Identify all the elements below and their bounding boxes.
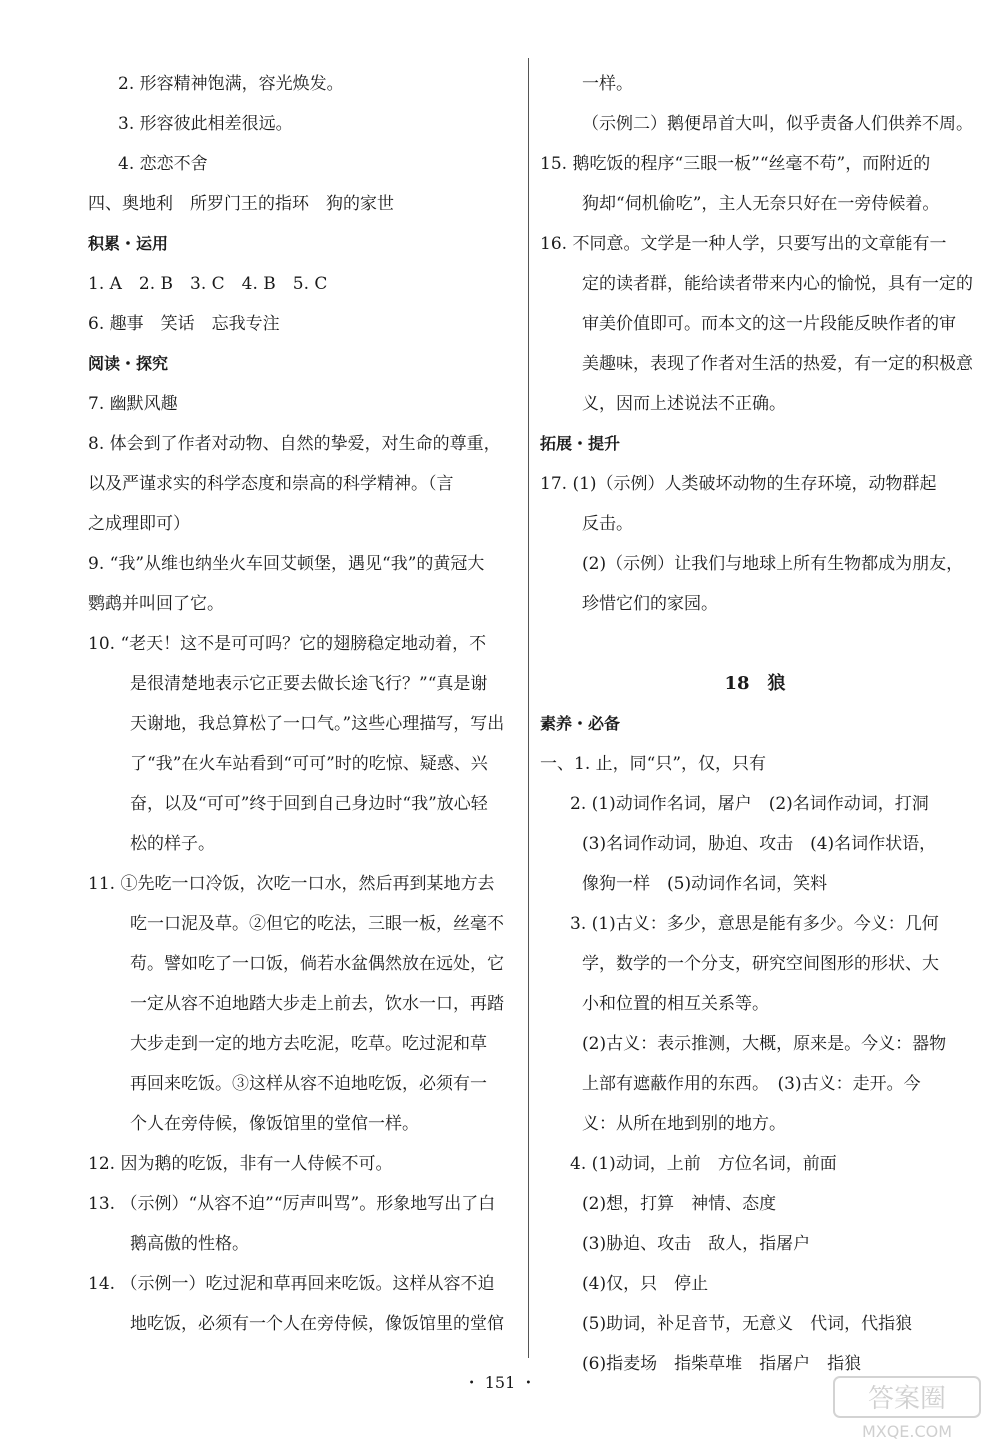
answer-line: 个人在旁侍候，像饭馆里的堂倌一样。 xyxy=(130,1114,419,1134)
answer-line: 吃一口泥及草。②但它的吃法，三眼一板，丝毫不 xyxy=(130,914,504,934)
answer-line: 3. 形容彼此相差很远。 xyxy=(118,114,293,134)
answer-line: (3)名词作动词，胁迫、攻击 (4)名词作状语， xyxy=(582,834,937,854)
answer-line: 狗却“伺机偷吃”，主人无奈只好在一旁侍候着。 xyxy=(582,194,940,214)
answer-line: 上部有遮蔽作用的东西。 (3)古义：走开。今 xyxy=(582,1074,921,1094)
answer-line: 鹅高傲的性格。 xyxy=(130,1234,249,1254)
answer-line: 苟。譬如吃了一口饭，倘若水盆偶然放在远处，它 xyxy=(130,954,504,974)
answer-line: 11. ①先吃一口冷饭，次吃一口水，然后再到某地方去 xyxy=(88,874,495,894)
answer-line: 17. (1)（示例）人类破坏动物的生存环境，动物群起 xyxy=(540,474,937,494)
answer-line: 了“我”在火车站看到“可可”时的吃惊、疑惑、兴 xyxy=(130,754,488,774)
answer-line: 珍惜它们的家园。 xyxy=(582,594,718,614)
answer-line: 15. 鹅吃饭的程序“三眼一板”“丝毫不苟”，而附近的 xyxy=(540,154,931,174)
answer-line: 4. 恋恋不舍 xyxy=(118,154,208,174)
answer-line: 16. 不同意。文学是一种人学，只要写出的文章能有一 xyxy=(540,234,947,254)
left-column xyxy=(88,64,520,1344)
column-divider xyxy=(528,58,529,1358)
lesson-title: 18 狼 xyxy=(724,673,786,694)
answer-line: 松的样子。 xyxy=(130,834,215,854)
answer-line: 一、1. 止，同“只”，仅，只有 xyxy=(540,754,767,774)
answer-line: 义：从所在地到别的地方。 xyxy=(582,1114,786,1134)
section-heading: 拓展・提升 xyxy=(540,434,621,453)
answer-line: 审美价值即可。而本文的这一片段能反映作者的审 xyxy=(582,314,956,334)
svg-text:答案圈: 答案圈 xyxy=(867,1384,947,1414)
answer-line: 12. 因为鹅的吃饭，非有一人侍候不可。 xyxy=(88,1154,393,1174)
answer-line: 2. 形容精神饱满，容光焕发。 xyxy=(118,74,344,94)
answer-line: 7. 幽默风趣 xyxy=(88,394,178,414)
answer-line: （示例二）鹅便昂首大叫，似乎责备人们供养不周。 xyxy=(582,114,973,134)
answer-line: 9. “我”从维也纳坐火车回艾顿堡，遇见“我”的黄冠大 xyxy=(88,554,485,574)
page-number: ・ 151 ・ xyxy=(463,1373,537,1392)
section-heading: 阅读・探究 xyxy=(88,354,169,373)
answer-line: 像狗一样 (5)动词作名词，笑料 xyxy=(582,874,828,894)
answer-line: (5)助词，补足音节，无意义 代词，代指狼 xyxy=(582,1314,913,1334)
answer-line: 义，因而上述说法不正确。 xyxy=(582,394,786,414)
answer-line: (3)胁迫、攻击 敌人，指屠户 xyxy=(582,1234,811,1254)
answer-line: 奋，以及“可可”终于回到自己身边时“我”放心轻 xyxy=(130,794,488,814)
answer-line: (6)指麦场 指柴草堆 指屠户 指狼 xyxy=(582,1354,862,1374)
svg-text:MXQE.COM: MXQE.COM xyxy=(861,1422,953,1441)
answer-line: 小和位置的相互关系等。 xyxy=(582,994,769,1014)
answer-line: 2. (1)动词作名词，屠户 (2)名词作动词，打洞 xyxy=(570,794,929,814)
answer-line: 反击。 xyxy=(582,514,633,534)
answer-line: 是很清楚地表示它正要去做长途飞行？”“真是谢 xyxy=(130,674,488,694)
answer-line: 3. (1)古义：多少，意思是能有多少。今义：几何 xyxy=(570,914,939,934)
answer-line: 4. (1)动词，上前 方位名词，前面 xyxy=(570,1154,837,1174)
section-heading: 积累・运用 xyxy=(88,234,169,253)
answer-line: 定的读者群，能给读者带来内心的愉悦，具有一定的 xyxy=(582,274,973,294)
answer-line: 1. A 2. B 3. C 4. B 5. C xyxy=(88,274,328,294)
answer-line: 13. （示例）“从容不迫”“厉声叫骂”。形象地写出了白 xyxy=(88,1194,496,1214)
answer-line: (2)（示例）让我们与地球上所有生物都成为朋友， xyxy=(582,554,964,574)
answer-line: 再回来吃饭。③这样从容不迫地吃饭，必须有一 xyxy=(130,1074,487,1094)
answer-line: 8. 体会到了作者对动物、自然的挚爱，对生命的尊重， xyxy=(88,434,501,454)
answer-line: (4)仅，只 停止 xyxy=(582,1274,709,1294)
answer-line: 一定从容不迫地踏大步走上前去，饮水一口，再踏 xyxy=(130,994,504,1014)
right-column xyxy=(540,64,973,1384)
answer-line xyxy=(540,624,970,664)
answer-line: (2)古义：表示推测，大概，原来是。今义：器物 xyxy=(582,1034,947,1054)
answer-line: 6. 趣事 笑话 忘我专注 xyxy=(88,314,280,334)
answer-line: 14. （示例一）吃过泥和草再回来吃饭。这样从容不迫 xyxy=(88,1274,495,1294)
answer-line: 美趣味，表现了作者对生活的热爱，有一定的积极意 xyxy=(582,354,973,374)
answer-line: (2)想，打算 神情、态度 xyxy=(582,1194,777,1214)
answer-line: 学，数学的一个分支，研究空间图形的形状、大 xyxy=(582,954,939,974)
answer-line: 之成理即可） xyxy=(88,514,190,534)
answer-line: 天谢地，我总算松了一口气。”这些心理描写，写出 xyxy=(130,714,505,734)
answer-line: 四、奥地利 所罗门王的指环 狗的家世 xyxy=(88,194,394,214)
answer-line: 以及严谨求实的科学态度和崇高的科学精神。（言 xyxy=(88,474,454,494)
answer-line: 鹦鹉并叫回了它。 xyxy=(88,594,224,614)
answer-line: 大步走到一定的地方去吃泥，吃草。吃过泥和草 xyxy=(130,1034,487,1054)
answer-line: 10. “老天！这不是可可吗？它的翅膀稳定地动着，不 xyxy=(88,634,487,654)
answer-line: 一样。 xyxy=(582,74,633,94)
section-heading: 素养・必备 xyxy=(540,714,621,733)
watermark-logo xyxy=(832,1373,982,1443)
answer-line: 地吃饭，必须有一个人在旁侍候，像饭馆里的堂倌 xyxy=(130,1314,504,1334)
